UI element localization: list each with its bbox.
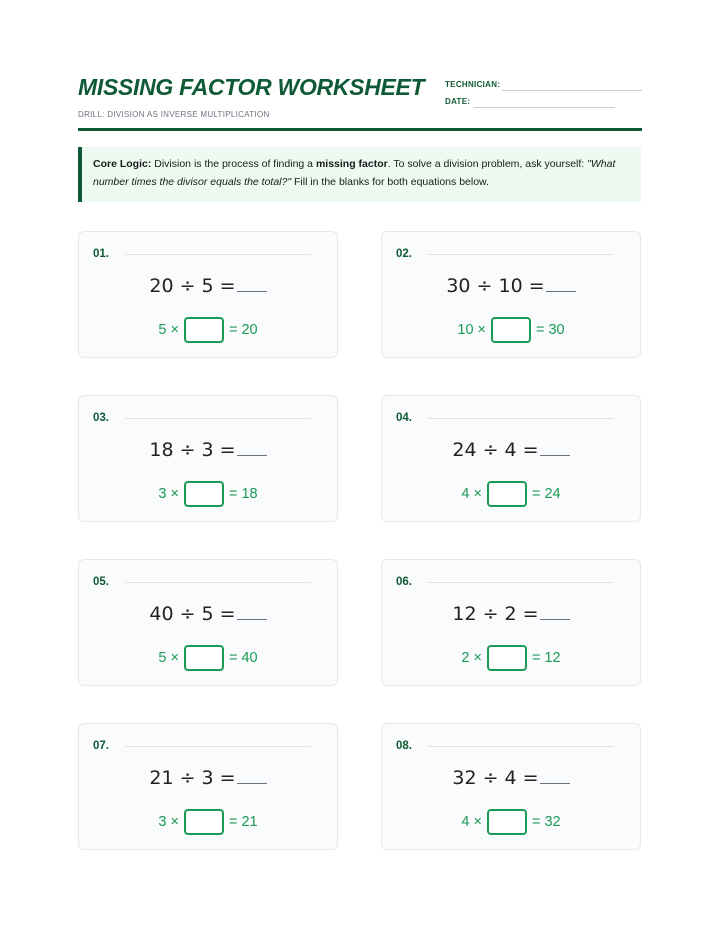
multiplication-equation [79, 809, 337, 835]
multiplication-equation [382, 809, 640, 835]
problem-number: 02. [396, 248, 412, 260]
card-divider [125, 254, 311, 255]
answer-blank[interactable] [237, 441, 267, 456]
division-text: 30 ÷ 10 = [446, 275, 545, 297]
missing-factor-box[interactable] [487, 645, 527, 671]
date-field[interactable] [474, 107, 615, 108]
missing-factor-box[interactable] [491, 317, 531, 343]
product-total: = 20 [228, 322, 258, 338]
division-text: 12 ÷ 2 = [452, 603, 539, 625]
card-divider [428, 418, 614, 419]
answer-blank[interactable] [237, 769, 267, 784]
answer-blank[interactable] [237, 277, 267, 292]
problem-card-05 [78, 559, 338, 686]
multiplication-equation [382, 645, 640, 671]
multiplication-equation [79, 317, 337, 343]
known-factor: 2 × [461, 650, 482, 666]
card-divider [428, 746, 614, 747]
product-total: = 21 [228, 814, 258, 830]
division-text: 20 ÷ 5 = [149, 275, 236, 297]
problem-card-08 [381, 723, 641, 850]
problem-card-03 [78, 395, 338, 522]
core-logic-label: Core Logic: [93, 158, 152, 170]
card-divider [428, 582, 614, 583]
problem-number: 04. [396, 412, 412, 424]
problem-number: 05. [93, 576, 109, 588]
core-logic-question: "What number times the divisor equals the total?" [93, 158, 616, 188]
answer-blank[interactable] [540, 769, 570, 784]
product-total: = 24 [531, 486, 561, 502]
problem-card-06 [381, 559, 641, 686]
known-factor: 10 × [457, 322, 486, 338]
division-equation [382, 275, 640, 297]
problem-number: 01. [93, 248, 109, 260]
product-total: = 18 [228, 486, 258, 502]
problem-number: 08. [396, 740, 412, 752]
problem-card-04 [381, 395, 641, 522]
known-factor: 4 × [461, 486, 482, 502]
multiplication-equation [382, 481, 640, 507]
known-factor: 3 × [158, 814, 179, 830]
core-logic-text-2: . To solve a division problem, ask yourself: [387, 158, 588, 170]
division-equation [79, 275, 337, 297]
division-equation [79, 603, 337, 625]
card-divider [125, 746, 311, 747]
product-total: = 30 [536, 322, 565, 338]
known-factor: 5 × [158, 650, 179, 666]
missing-factor-box[interactable] [184, 317, 224, 343]
card-divider [125, 418, 311, 419]
division-equation [79, 439, 337, 461]
division-text: 21 ÷ 3 = [149, 767, 236, 789]
date-label: DATE: [445, 97, 471, 106]
multiplication-equation [79, 481, 337, 507]
answer-blank[interactable] [540, 605, 570, 620]
known-factor: 4 × [461, 814, 482, 830]
division-text: 32 ÷ 4 = [452, 767, 539, 789]
product-total: = 32 [531, 814, 561, 830]
core-logic-emphasis: missing factor [315, 158, 388, 170]
card-divider [125, 582, 311, 583]
problem-card-01 [78, 231, 338, 358]
header-divider [78, 128, 642, 131]
problem-card-07 [78, 723, 338, 850]
worksheet-title: MISSING FACTOR WORKSHEET [78, 74, 425, 100]
technician-label: TECHNICIAN: [445, 80, 501, 89]
division-text: 18 ÷ 3 = [149, 439, 236, 461]
missing-factor-box[interactable] [184, 481, 224, 507]
problem-number: 03. [93, 412, 109, 424]
core-logic-text-3: Fill in the blanks for both equations below. [291, 175, 489, 188]
product-total: = 40 [228, 650, 258, 666]
missing-factor-box[interactable] [184, 809, 224, 835]
worksheet-subtitle: DRILL: DIVISION AS INVERSE MULTIPLICATION [78, 110, 270, 119]
multiplication-equation [79, 645, 337, 671]
known-factor: 3 × [158, 486, 179, 502]
missing-factor-box[interactable] [184, 645, 224, 671]
answer-blank[interactable] [237, 605, 267, 620]
division-text: 40 ÷ 5 = [149, 603, 236, 625]
missing-factor-box[interactable] [487, 481, 527, 507]
division-equation [79, 767, 337, 789]
answer-blank[interactable] [540, 441, 570, 456]
problem-number: 07. [93, 740, 109, 752]
division-text: 24 ÷ 4 = [452, 439, 539, 461]
missing-factor-box[interactable] [487, 809, 527, 835]
division-equation [382, 767, 640, 789]
division-equation [382, 439, 640, 461]
technician-field[interactable] [502, 90, 642, 91]
product-total: = 12 [531, 650, 561, 666]
card-divider [428, 254, 614, 255]
answer-blank[interactable] [546, 277, 576, 292]
known-factor: 5 × [158, 322, 179, 338]
multiplication-equation [382, 317, 640, 343]
problem-number: 06. [396, 576, 412, 588]
core-logic-text-1: Division is the process of finding a [151, 158, 316, 170]
core-logic-callout [78, 147, 641, 202]
problem-card-02 [381, 231, 641, 358]
division-equation [382, 603, 640, 625]
